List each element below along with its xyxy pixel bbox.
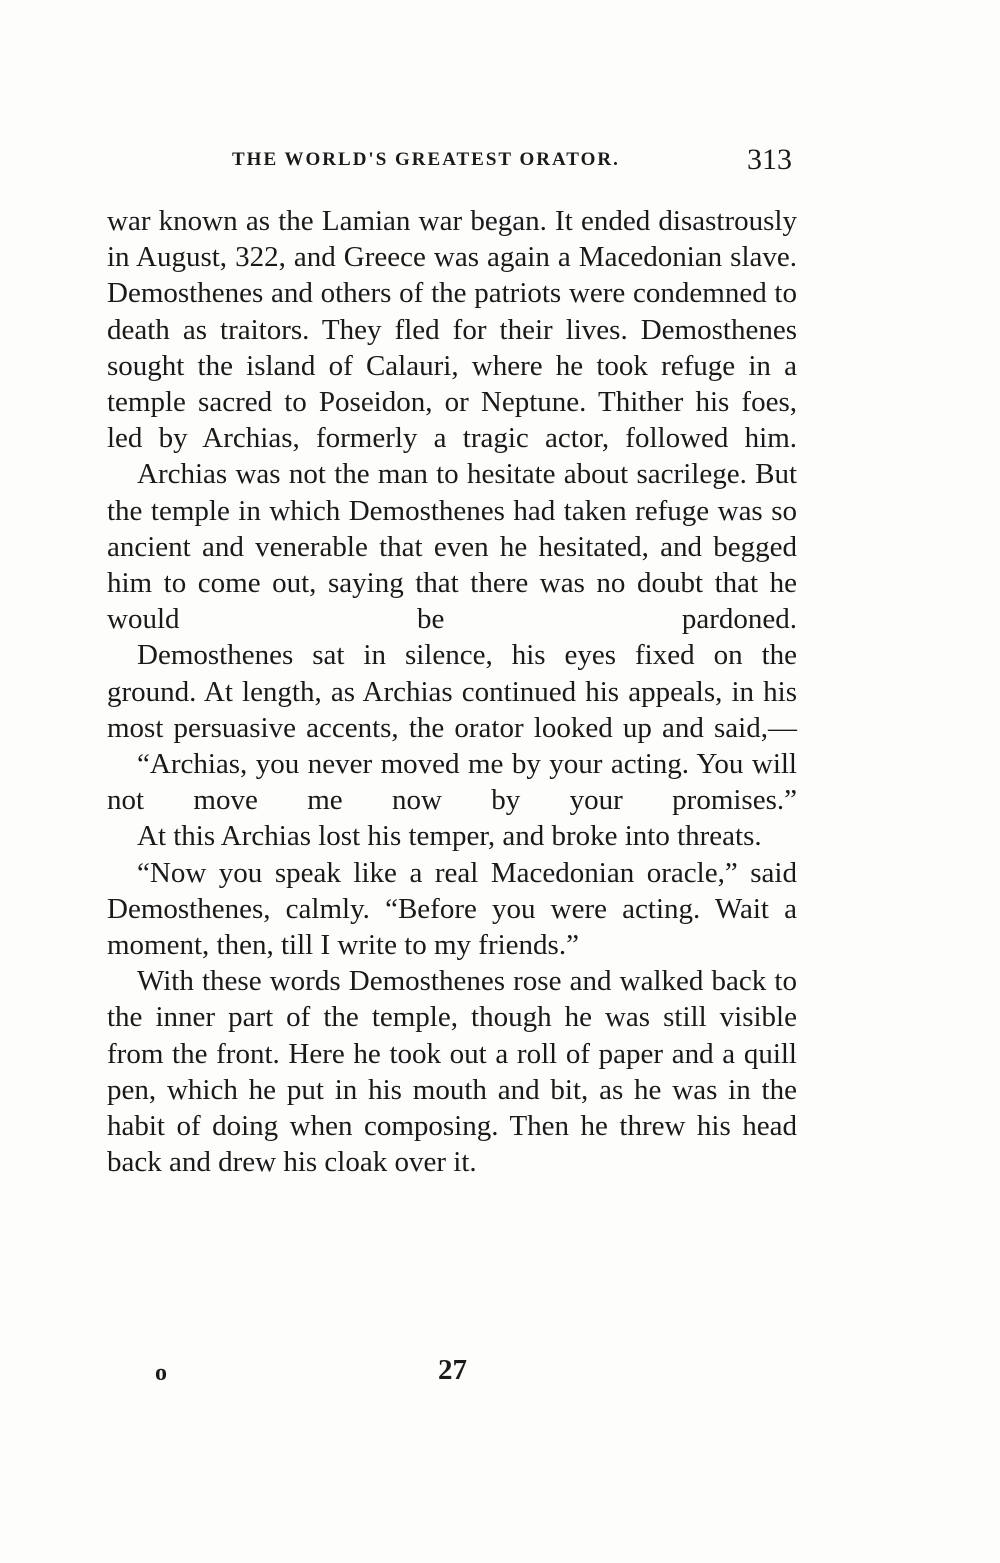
paragraph: war known as the Lamian war began. It ended disastrously in August, 322, and Greece was again a Macedonian slave. Demosthenes and others of the patriots were condemned to death as traitors. They fled for their lives. Demosthenes sought the island of Calauri, where he took refuge in a temple sacred to Poseidon, or Neptune. Thither his foes, led by Archias, formerly a tragic actor, followed him. <box>107 205 797 455</box>
signature-number: 27 <box>438 1354 467 1386</box>
running-head <box>232 143 792 183</box>
paragraph: At this Archias lost his temper, and broke into threats. <box>137 820 762 853</box>
running-title: THE WORLD'S GREATEST ORATOR. <box>232 149 620 170</box>
paragraph: With these words Demosthenes rose and walked back to the inner part of the temple, though he was still visible from the front. Here he took out a roll of paper and a quill pen, which he put in his mouth and bit, as he was in the habit of doing when composing. Then he threw his head back and drew his cloak over it. <box>107 965 797 1179</box>
body-text <box>107 203 797 1180</box>
quotation-paragraph: “Now you speak like a real Macedonian oracle,” said Demosthenes, calmly. “Before you were acting. Wait a moment, then, till I write to my friends.” <box>107 856 797 962</box>
quotation-paragraph: “Archias, you never moved me by your acting. You will not move me now by your promises.” <box>107 748 797 817</box>
paragraph: Archias was not the man to hesitate about sacrilege. But the temple in which Demosthenes had taken refuge was so ancient and venerable that even he hesitated, and begged him to come out, saying that there was no doubt that he would be pardoned. <box>107 458 797 636</box>
page-number: 313 <box>747 143 792 176</box>
signature-mark: o <box>155 1360 167 1386</box>
paragraph: Demosthenes sat in silence, his eyes fixed on the ground. At length, as Archias continued his appeals, in his most persuasive accents, the orator looked up and said,— <box>107 639 797 744</box>
signature-footer <box>155 1354 555 1394</box>
